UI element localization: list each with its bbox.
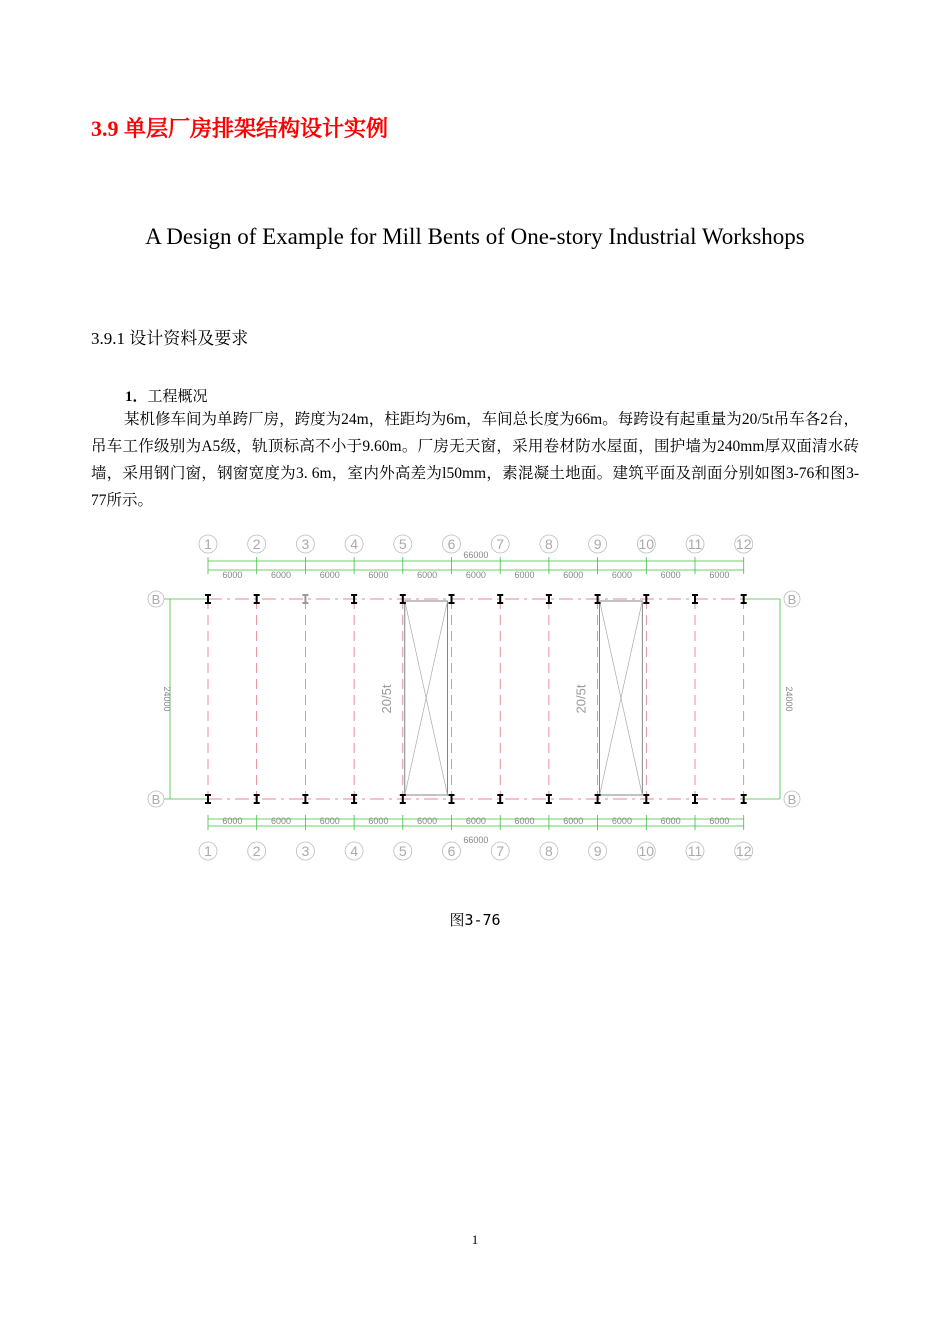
axis-number: 8: [545, 843, 553, 859]
bay-dimension-bottom: 6000: [611, 816, 632, 826]
column-marker: [595, 602, 601, 604]
bay-dimension-top: 6000: [417, 570, 438, 580]
column-marker: [400, 802, 406, 804]
column-marker: [449, 602, 455, 604]
english-subtitle: A Design of Example for Mill Bents of One-story Industrial Workshops: [145, 224, 805, 249]
axis-number: 12: [735, 536, 752, 552]
total-length-bottom: 66000: [463, 835, 489, 845]
body-paragraph: 某机修车间为单跨厂房，跨度为24m，柱距均为6m，车间总长度为66m。每跨设有起重量为20/5t吊车各2台，吊车工作级别为A5级，轨顶标高不小于9.60m。厂房无天窗，采用卷材防水屋面，围护墙为240mm厚双面清水砖墙，采用钢门窗，钢窗宽度为3. 6m，室内外高差为l50mm，素混凝土地面。建筑平面及剖面分别如图3-76和图3-77所示。: [91, 411, 859, 509]
span-dimension-left: 24000: [162, 686, 172, 712]
bay-dimension-top: 6000: [709, 570, 730, 580]
bay-dimension-bottom: 6000: [222, 816, 243, 826]
item-number: 1．: [125, 389, 148, 405]
floor-plan-drawing: [140, 530, 820, 870]
column-marker: [400, 602, 406, 604]
axis-number: 6: [447, 843, 456, 859]
column-marker: [595, 802, 601, 804]
column-marker: [546, 602, 552, 604]
column-marker: [497, 602, 503, 604]
axis-number: 1: [204, 536, 212, 552]
row-axis-label: B: [151, 792, 161, 807]
column-marker: [449, 802, 455, 804]
figure-caption: 图3-76: [449, 911, 501, 929]
bay-dimension-bottom: 6000: [465, 816, 486, 826]
axis-number: 2: [252, 536, 261, 552]
column-marker: [254, 602, 260, 604]
column-marker: [741, 602, 747, 604]
axis-number: 11: [687, 536, 703, 552]
axis-number: 12: [735, 843, 752, 859]
bay-dimension-bottom: 6000: [660, 816, 681, 826]
span-dimension-right: 24000: [784, 686, 794, 712]
bay-dimension-top: 6000: [660, 570, 681, 580]
bay-dimension-top: 6000: [465, 570, 486, 580]
axis-number: 8: [545, 536, 553, 552]
row-axis-label: B: [787, 792, 797, 807]
axis-number: 9: [593, 843, 602, 859]
axis-number: 6: [447, 536, 456, 552]
bay-dimension-bottom: 6000: [514, 816, 535, 826]
bay-dimension-bottom: 6000: [319, 816, 340, 826]
bay-dimension-bottom: 6000: [417, 816, 438, 826]
column-marker: [692, 602, 698, 604]
section-heading: 3.9 单层厂房排架结构设计实例: [91, 116, 389, 141]
column-marker: [643, 602, 649, 604]
column-marker: [302, 802, 308, 804]
axis-number: 1: [204, 843, 212, 859]
crane-capacity-label: 20/5t: [573, 684, 589, 714]
axis-number: 7: [496, 843, 505, 859]
row-axis-label: B: [787, 592, 797, 607]
item-heading: [125, 385, 208, 406]
axis-number: 3: [301, 536, 310, 552]
bay-dimension-top: 6000: [611, 570, 632, 580]
bay-dimension-bottom: 6000: [368, 816, 389, 826]
bay-dimension-bottom: 6000: [271, 816, 292, 826]
column-marker: [351, 602, 357, 604]
column-marker: [205, 802, 211, 804]
bay-dimension-bottom: 6000: [709, 816, 730, 826]
column-marker: [741, 802, 747, 804]
axis-number: 4: [350, 536, 358, 552]
column-marker: [692, 802, 698, 804]
column-marker: [497, 802, 503, 804]
bay-dimension-top: 6000: [368, 570, 389, 580]
column-marker: [302, 602, 308, 604]
bay-dimension-top: 6000: [514, 570, 535, 580]
bay-dimension-top: 6000: [271, 570, 292, 580]
axis-number: 7: [496, 536, 505, 552]
bay-dimension-top: 6000: [319, 570, 340, 580]
axis-number: 2: [252, 843, 261, 859]
axis-number: 10: [638, 843, 655, 859]
axis-number: 11: [687, 843, 703, 859]
column-marker: [205, 602, 211, 604]
axis-number: 10: [638, 536, 655, 552]
bay-dimension-bottom: 6000: [563, 816, 584, 826]
column-marker: [254, 802, 260, 804]
subsection-heading: 3.9.1 设计资料及要求: [91, 329, 249, 348]
column-marker: [351, 802, 357, 804]
axis-number: 4: [350, 843, 358, 859]
axis-number: 5: [398, 536, 407, 552]
axis-number: 5: [398, 843, 407, 859]
column-marker: [643, 802, 649, 804]
axis-number: 3: [301, 843, 310, 859]
crane-capacity-label: 20/5t: [378, 684, 394, 714]
axis-number: 9: [593, 536, 602, 552]
page-number: 1: [471, 1232, 479, 1247]
item-title: 工程概况: [147, 387, 208, 405]
total-length-top: 66000: [463, 550, 489, 560]
bay-dimension-top: 6000: [222, 570, 243, 580]
row-axis-label: B: [151, 592, 161, 607]
bay-dimension-top: 6000: [563, 570, 584, 580]
column-marker: [546, 802, 552, 804]
